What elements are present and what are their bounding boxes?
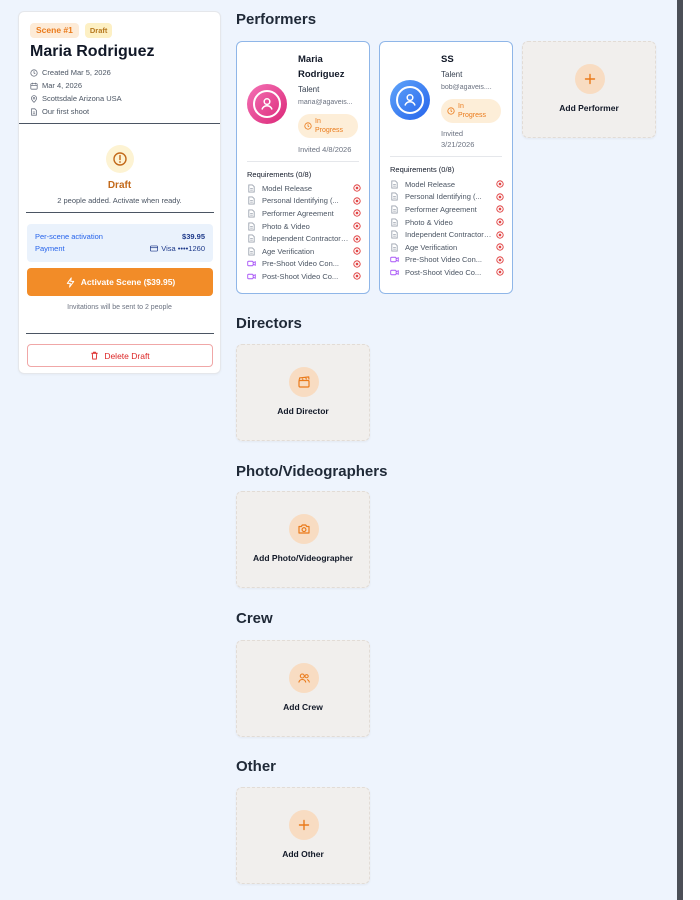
incomplete-x-icon — [353, 247, 361, 255]
requirement-label: Performer Agreement — [262, 208, 334, 218]
requirement-item[interactable] — [390, 216, 504, 229]
add-performer-button[interactable] — [522, 41, 656, 138]
invited-date: Invited 3/21/2026 — [441, 129, 475, 149]
meta-notes-text: Our first shoot — [42, 107, 90, 116]
meta-location — [30, 92, 122, 105]
add-crew-label: Add Crew — [283, 702, 323, 712]
section-title-directors: Directors — [236, 315, 302, 332]
requirement-label: Independent Contractor ... — [405, 230, 492, 240]
performer-name: Maria Rodriguez — [298, 54, 345, 80]
calendar-icon — [30, 82, 38, 90]
meta-date-text: Mar 4, 2026 — [42, 81, 83, 90]
draft-status-icon — [106, 145, 134, 173]
incomplete-x-icon — [353, 184, 361, 192]
clock-icon — [304, 122, 312, 130]
document-icon — [390, 192, 399, 201]
delete-draft-label: Delete Draft — [104, 350, 150, 361]
requirement-item[interactable] — [247, 245, 361, 258]
payment-method-value[interactable] — [150, 244, 205, 253]
video-icon — [247, 272, 256, 281]
alert-circle-icon — [112, 151, 128, 167]
divider — [247, 161, 359, 162]
divider — [19, 123, 220, 124]
video-icon — [390, 268, 399, 277]
performer-role: Talent — [298, 85, 320, 94]
price-amount: $39.95 — [182, 231, 205, 241]
requirement-item[interactable] — [247, 182, 361, 195]
meta-notes — [30, 105, 122, 118]
requirements-title: Requirements (0/8) — [247, 170, 312, 179]
avatar — [247, 84, 287, 124]
payment-method-row — [35, 242, 205, 254]
activate-scene-button[interactable] — [27, 268, 213, 296]
requirement-label: Pre-Shoot Video Con... — [262, 259, 339, 269]
document-icon — [390, 230, 399, 239]
section-title-performers: Performers — [236, 11, 317, 28]
requirement-item[interactable] — [247, 270, 361, 283]
requirement-item[interactable] — [247, 232, 361, 245]
payment-price-row — [35, 230, 205, 242]
incomplete-x-icon — [496, 256, 504, 264]
requirement-item[interactable] — [390, 191, 504, 204]
payment-summary — [27, 224, 213, 262]
requirement-item[interactable] — [390, 241, 504, 254]
user-icon — [259, 96, 275, 112]
section-title-photo-videographers: Photo/Videographers — [236, 463, 388, 480]
status-text: In Progress — [315, 118, 344, 134]
meta-created — [30, 66, 122, 79]
meta-date — [30, 79, 122, 92]
invited-date: Invited 4/8/2026 — [298, 145, 352, 154]
incomplete-x-icon — [353, 209, 361, 217]
activate-scene-label: Activate Scene ($39.95) — [80, 277, 176, 287]
clapperboard-icon — [289, 367, 319, 397]
requirement-item[interactable] — [390, 254, 504, 267]
incomplete-x-icon — [353, 222, 361, 230]
document-icon — [390, 180, 399, 189]
card-number: Visa ••••1260 — [161, 243, 205, 253]
requirement-label: Model Release — [405, 179, 456, 189]
requirement-item[interactable] — [390, 178, 504, 191]
delete-draft-button[interactable] — [27, 344, 213, 367]
requirement-label: Age Verification — [262, 246, 315, 256]
scene-summary-card — [18, 11, 221, 374]
performer-email: maria@agaveis... — [298, 99, 353, 106]
avatar — [390, 80, 430, 120]
incomplete-x-icon — [353, 272, 361, 280]
meta-location-text: Scottsdale Arizona USA — [42, 94, 122, 103]
incomplete-x-icon — [496, 218, 504, 226]
camera-icon — [289, 514, 319, 544]
clock-icon — [30, 69, 38, 77]
requirement-item[interactable] — [390, 228, 504, 241]
meta-created-text: Created Mar 5, 2026 — [42, 68, 111, 77]
requirement-label: Photo & Video — [262, 221, 310, 231]
location-pin-icon — [30, 95, 38, 103]
requirement-item[interactable] — [247, 220, 361, 233]
requirement-item[interactable] — [247, 258, 361, 271]
credit-card-icon — [150, 245, 158, 252]
add-other-button[interactable] — [236, 787, 370, 884]
requirement-label: Post-Shoot Video Co... — [262, 271, 339, 281]
requirement-label: Independent Contractor ... — [262, 234, 349, 244]
window-edge — [677, 0, 700, 900]
document-icon — [390, 218, 399, 227]
scene-title: Maria Rodriguez — [30, 43, 155, 60]
clock-icon — [447, 107, 455, 115]
scene-number-badge: Scene #1 — [30, 23, 79, 38]
document-icon — [247, 222, 256, 231]
incomplete-x-icon — [496, 243, 504, 251]
document-icon — [247, 196, 256, 205]
section-title-other: Other — [236, 758, 277, 775]
requirement-label: Pre-Shoot Video Con... — [405, 255, 482, 265]
add-other-label: Add Other — [282, 849, 324, 859]
document-icon — [247, 234, 256, 243]
incomplete-x-icon — [353, 197, 361, 205]
divider — [26, 333, 214, 334]
status-badge — [298, 114, 358, 138]
draft-state-title: Draft — [107, 180, 132, 191]
price-label: Per-scene activation — [35, 231, 103, 241]
performer-card[interactable] — [379, 41, 513, 294]
document-icon — [247, 184, 256, 193]
incomplete-x-icon — [353, 260, 361, 268]
add-photo-videographer-label: Add Photo/Videographer — [253, 553, 353, 563]
requirement-label: Photo & Video — [405, 217, 453, 227]
requirements-title: Requirements (0/8) — [390, 165, 455, 174]
status-badge: Draft — [85, 23, 113, 38]
document-icon — [247, 247, 256, 256]
scene-meta — [30, 66, 122, 118]
performer-role: Talent — [441, 70, 463, 79]
status-text: In Progress — [458, 103, 487, 119]
incomplete-x-icon — [496, 193, 504, 201]
invite-note: Invitations will be sent to 2 people — [67, 304, 172, 311]
performer-email: bob@agaveis.... — [441, 84, 492, 91]
users-icon — [289, 663, 319, 693]
requirement-label: Age Verification — [405, 242, 458, 252]
document-icon — [247, 209, 256, 218]
requirement-label: Performer Agreement — [405, 204, 477, 214]
incomplete-x-icon — [496, 205, 504, 213]
incomplete-x-icon — [353, 235, 361, 243]
document-icon — [30, 108, 38, 116]
add-director-button[interactable] — [236, 344, 370, 441]
plus-icon — [575, 64, 605, 94]
draft-state-subtitle: 2 people added. Activate when ready. — [57, 196, 182, 205]
status-badge — [441, 99, 501, 123]
requirement-item[interactable] — [390, 203, 504, 216]
lightning-icon — [65, 277, 76, 288]
divider — [26, 212, 214, 213]
section-title-crew: Crew — [236, 610, 273, 627]
performer-name: SS — [441, 54, 454, 65]
add-performer-label: Add Performer — [559, 103, 619, 113]
add-photo-videographer-button[interactable] — [236, 491, 370, 588]
video-icon — [247, 259, 256, 268]
requirements-list — [390, 178, 504, 279]
document-icon — [390, 243, 399, 252]
performer-card[interactable] — [236, 41, 370, 294]
requirement-label: Model Release — [262, 183, 313, 193]
badge-row — [30, 23, 112, 38]
requirement-label: Personal Identifying (... — [405, 192, 482, 202]
requirement-label: Post-Shoot Video Co... — [405, 267, 482, 277]
requirement-item[interactable] — [247, 195, 361, 208]
plus-icon — [289, 810, 319, 840]
document-icon — [390, 205, 399, 214]
add-director-label: Add Director — [277, 406, 329, 416]
payment-method-label: Payment — [35, 243, 65, 253]
video-icon — [390, 255, 399, 264]
incomplete-x-icon — [496, 268, 504, 276]
add-crew-button[interactable] — [236, 640, 370, 737]
requirement-item[interactable] — [247, 207, 361, 220]
requirement-label: Personal Identifying (... — [262, 196, 339, 206]
requirement-item[interactable] — [390, 266, 504, 279]
incomplete-x-icon — [496, 180, 504, 188]
trash-icon — [90, 351, 99, 360]
incomplete-x-icon — [496, 231, 504, 239]
requirements-list — [247, 182, 361, 283]
divider — [390, 156, 502, 157]
user-icon — [402, 92, 418, 108]
